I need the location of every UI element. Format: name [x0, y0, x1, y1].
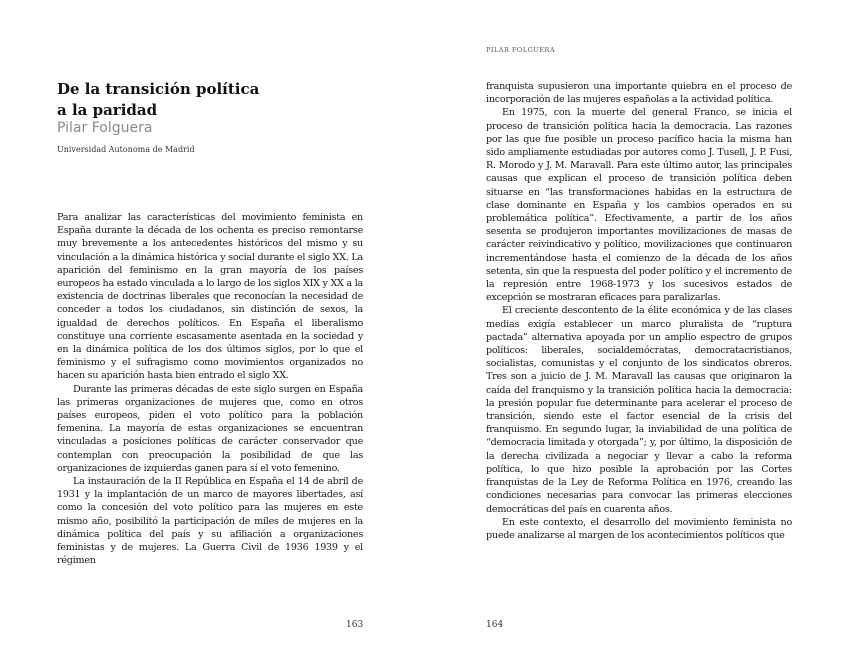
left-body-text: [57, 211, 363, 567]
paragraph: La instauración de la II República en España el 14 de abril de 1931 y la implantación de un marco de mayores libertades, así como la concesión del voto político para las mujeres en este mismo año, posibilitó la participación de miles de mujeres en la dinámica política del país y su afiliación a organizaciones feministas y de mujeres. La Guerra Civil de 1936 1939 y el régimen: [57, 476, 363, 567]
paragraph: En este contexto, el desarrollo del movimiento feminista no puede analizarse al margen de los acontecimientos políticos que: [486, 516, 792, 541]
paragraph: franquista supusieron una importante quiebra en el proceso de incorporación de las mujeres españolas a la actividad política.: [486, 81, 792, 106]
author-affiliation: Universidad Autonoma de Madrid: [57, 145, 195, 154]
page-number-left: 163: [346, 620, 364, 630]
paragraph: Para analizar las características del movimiento feminista en España durante la década de los ochenta es preciso remontarse muy brevemente a los antecedentes históricos del mismo y su vinculación a la dinámica histórica y social durante el siglo XX. La aparición del feminismo en la gran mayoría de los países europeos ha estado vinculada a lo largo de los siglos XIX y XX a la existencia de doctrinas liberales que reconocían la necesidad de conceder a todos los ciudadanos, sin distinción de sexos, la igualdad de derechos políticos. En España el liberalismo constituye una corriente escasamente asentada en la sociedad y en la dinámica política de los dos últimos siglos, por lo que el feminismo y el sufragismo como movimientos organizados no hacen su aparición hasta bien entrado el siglo XX.: [57, 212, 363, 382]
author-name: Pilar Folguera: [57, 120, 153, 136]
title-line-2: a la paridad: [57, 101, 158, 119]
paragraph: Durante las primeras décadas de este siglo surgen en España las primeras organizaciones de mujeres que, como en otros países europeos, piden el voto político para la población femenina. La mayoría de estas organizaciones se encuentran vinculadas a posiciones políticas de carácter conservador que contemplan con preocupación la posibilidad de que las organizaciones de izquierdas ganen para sí el voto femenino.: [57, 383, 363, 474]
running-header: PILAR FOLGUERA: [486, 46, 556, 54]
page-number-right: 164: [486, 620, 504, 630]
right-body-text: [486, 80, 792, 542]
article-title: [57, 79, 377, 121]
paragraph: El creciente descontento de la élite económica y de las clases medias exigía establecer un marco pluralista de “ruptura pactada” alternativa apoyada por un amplio espectro de grupos políticos: liberales, socialdemócratas, democratacristianos, socialistas, comunistas y el conjunto de los sindicatos obreros. Tres son a juicio de J. M. Maravall las causas que originaron la caída del franquismo y la transición política hacia la democracia: la presión popular fue determinante para acelerar el proceso de transición, siendo este el factor esencial de la crisis del franquismo. En segundo lugar, la inviabilidad de una política de “democracia limitada y otorgada”; y, por último, la disposición de la derecha civilizada a negociar y llevar a cabo la reforma política, lo que hizo posible la aprobación por las Cortes franquistas de la Ley de Reforma Política en 1976, creando las condiciones necesarias para convocar las primeras elecciones democráticas del país en cuarenta años.: [486, 305, 792, 515]
title-line-1: De la transición política: [57, 80, 260, 98]
paragraph: En 1975, con la muerte del general Franco, se inicia el proceso de transición política hacia la democracia. Las razones por las que fue posible un proceso pacífico hacia la misma han sido ampliamente estudiadas por autores como J. Tusell, J. P. Fusi, R. Morodo y J. M. Maravall. Para este último autor, las principales causas que explican el proceso de transición política deben situarse en “las transformaciones habidas en la estructura de clase dominante en España y los cambios operados en su problemática política”. Efectivamente, a partir de los años sesenta se produjeron importantes movilizaciones de masas de carácter reivindicativo y político, movilizaciones que continuaron incrementándose hasta el comienzo de la década de los años setenta, sin que la respuesta del poder político y el incremento de la represión entre 1968-1973 y los sucesivos estados de excepción se mostraran eficaces para paralizarlas.: [486, 107, 792, 304]
